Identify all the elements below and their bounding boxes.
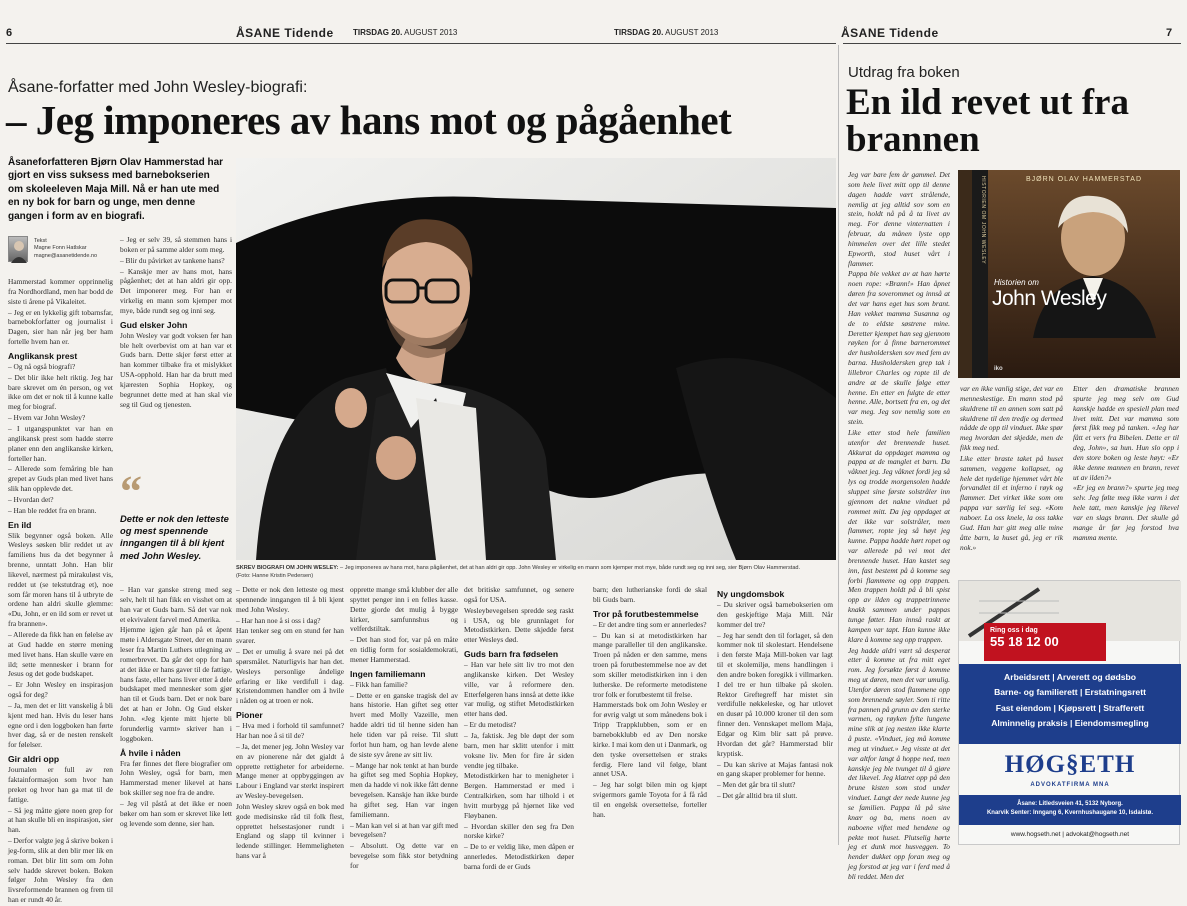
pull-quote: Dette er nok den letteste og mest spennende inngangen til å bli kjent med John Wesley. (120, 513, 229, 561)
wesley-portrait-icon (1018, 188, 1168, 338)
paragraph: – Blir du påvirket av tankene hans? (120, 255, 225, 265)
article-headline: – Jeg imponeres av hans mot og pågåenhet (6, 97, 732, 143)
book-title-small: Historien om (994, 278, 1039, 287)
paragraph: Pappa ble vekket av at han hørte noen rope: «Brann!» Han åpnet døren fra soverommet og innså at det var hans eget hus som brant. Han vekket mamma Susanna og de to eldste søstrene mine. Deretter kjempet han seg gjennom røyken for å finne barnerommet der husholdersken sov med fem av barna. Husholdersken grep tak i lillebror Charles og ropte til de andre at de skulle følge etter henne. En etter en fulgte de etter henne. Alle, bortsett fra en, og det var meg. Jeg sov nemlig som en stein. (848, 269, 950, 427)
paragraph: – Derfor valgte jeg å skrive boken i jeg-form, slik at den blir mer lik en roman. Det blir litt som om John selv hadde skrevet boken. Boken følger John Wesley fra den livsreformende brannen og frem til han er rundt 40 år. (8, 836, 113, 905)
article-column-7 (717, 585, 833, 802)
paragraph: – Du skriver også barnebokserien om den geskjeftige Maja Mill. Når kommer del tre? (717, 600, 833, 629)
left-date: TIRSDAG 20. AUGUST 2013 (353, 28, 458, 37)
article-column-5 (464, 585, 574, 873)
ad-firm-name: HØG§ETH (1004, 751, 1136, 778)
left-paper-name: ÅSANE Tidende (236, 26, 334, 40)
book-cover (958, 170, 1180, 378)
article-column-2-bottom (120, 585, 232, 829)
paragraph: – Hvordan skiller den seg fra Den norske kirke? (464, 821, 574, 841)
paragraph: – Ja, det mener jeg. John Wesley var en av pionerene når det gjaldt å opprette rettigheter for arbeiderne. Mange mener at oppbyggingen av Labour i England var sterkt inspirert av Wesley-bevegelsen. (236, 741, 344, 801)
paragraph: opprette mange små klubber der alle spyttet penger inn i en felles kasse. Dette gjorde det mulig å bygge kirker, samfunnshus og velferdstiltak. (350, 585, 458, 634)
paragraph: Hammerstads bok om John Wesley er for øvrig valgt ut som månedens bok i Tripp Trappklubben, som er en barnebokklubb ed av Den norske kirke. I mai kom den ut i Danmark, og den tyske oversettelsen er straks ferdig. Flere land vil følge, blant annet USA. (593, 700, 707, 779)
article-kicker: Åsane-forfatter med John Wesley-biografi: (8, 79, 308, 96)
subheading: Tror på forutbestemmelse (593, 608, 699, 619)
paragraph: Like etter stod hele familien utenfor det brennende huset. Akkurat da oppdaget mamma og pappa at de manglet et barn. Da våknet jeg. Jeg våknet fordi jeg så lys og trodde morgensolen hadde sluppet sine første solstråler inn gjennom det nakne vinduet på rommet mitt. Da jeg oppdaget at det ikke var solstråler, men flammer, ropte jeg så høyt jeg kunne. Pappa hadde hørt ropet og var allerede på vei mot det brennende huset. Han kastet seg inn, fast bestemt på å komme seg forbi flammene og opp trappen. Men trappen holdt på å bli spist opp av ilden og trappetrinnene knakk sammen under pappas tunge føtter. Han innså raskt at kampen var tapt. Han kunne ikke klare å komme seg opp trappen. (848, 427, 950, 644)
book-publisher: iko (994, 366, 1003, 372)
book-author: BJØRN OLAV HAMMERSTAD (1025, 176, 1143, 183)
paragraph: – Man kan vel si at han var gift med bevegelsen? (350, 820, 458, 840)
paragraph: det britiske samfunnet, og senere også for USA. (464, 585, 574, 604)
paragraph: Etter den dramatiske brannen spurte jeg meg selv om Gud kanskje hadde en spesiell plan med livet mitt. Det var mamma som først fikk meg på tanken. «Jeg har fått et vers fra Bibelen. Dette er til deg, John», sa hun. Hun slo opp i den store boken og leste høyt: «Er ikke denne mannen en brann, revet ut av ilden?» (1073, 384, 1179, 482)
paragraph: – Er John Wesley en inspirasjon også for deg? (8, 680, 113, 700)
paragraph: – Ja, men det er litt vanskelig å bli kjent med han. Hvis du leser hans egne ord i den loggboken han førte hver dag, så er de nesten renskelt for følelser. (8, 700, 113, 750)
right-page-number: 7 (1166, 27, 1173, 39)
paragraph: – Jeg vil påstå at det ikke er noen bøker om han som er skrevet like lett og levende som denne, sier han. (120, 798, 232, 828)
ad-phone-box: Ring oss i dag 55 18 12 00 (984, 623, 1106, 661)
excerpt-kicker: Utdrag fra boken (848, 64, 960, 81)
article-column-3 (236, 585, 344, 862)
subheading: Pioner (236, 710, 263, 721)
ad-firm-sub: ADVOKATFIRMA MNA (1030, 782, 1110, 788)
ad-services-panel (959, 664, 1181, 744)
byline-avatar (8, 236, 28, 262)
paragraph: – Du kan skrive at Majas fantasi nok en gang skaper problemer for henne. (717, 759, 833, 779)
paragraph: – Er det andre ting som er annerledes? (593, 619, 707, 629)
ad-services: Arbeidsrett | Arverett og dødsbo Barne- og familierett | Erstatningsrett Fast eiendom | Kjøpsrett | Strafferett Alminnelig praksis | Eiendomsmegling (991, 672, 1149, 728)
paragraph: – Dette er en ganske tragisk del av hans historie. Han giftet seg etter hvert med Molly Vazeille, men hadde aldri tid til henne siden han hele tiden var på reise. Til slutt forlot hun ham, og han levde alene de siste syv årene av sitt liv. (350, 690, 458, 759)
book-spine (958, 170, 972, 378)
paragraph: – Absolutt. Og dette var en bevegelse som fikk stor betydning for (350, 841, 458, 870)
byline: Tekst Magne Fonn Hatlskar magne@asanetidende.no (34, 238, 98, 259)
subheading: Å hvile i nåden (120, 747, 181, 758)
law-firm-ad (958, 580, 1180, 845)
photo-caption: SKREV BIOGRAFI OM JOHN WESLEY: – Jeg imponeres av hans mot, hans pågåenhet, det at han aldri gir opp. John Wesley er virkelig en mann som kjemper mot mye, både rundt seg og inni seg, sier Bjørn Olav Hammerstad. (Foto: Hanne Kristin Pedersen) (236, 565, 801, 580)
paragraph: – Allerede som femåring ble han grepet av Guds plan med livet hans slik han opplevde det. (8, 464, 113, 494)
paragraph: Fra før finnes det flere biografier om John Wesley, også for barn, men Hammerstad mener likevel at hans bok skiller seg noe fra de andre. (120, 758, 232, 798)
paragraph: – Det han stod for, var på en måte en tidlig form for sosialdemokrati, mener Hammerstad. (350, 635, 458, 664)
paragraph: barn; den lutherianske fordi de skal bli Guds barn. (593, 585, 707, 604)
paragraph: Han tenker seg om en stund før han svarer. (236, 626, 344, 646)
author-photo (236, 158, 836, 560)
paragraph: Hjemme igjen går han på et åpent møte i Aldersgate Street, der en mann leser fra Martin Luthers utlegning av romerbrevet. Da går det opp for han at det ikke er hans gaver til de fattige, hans faste, eller hans liver etter å dele budskapet med mennesker som gjør han til et Guds barn. Det er nok bare det at han er John. Og Gud elsker John. «Jeg kjente mitt hjerte bli forunderlig varmt» skriver han i loggboken. (120, 625, 232, 743)
paragraph: – Mange har nok tenkt at han burde ha giftet seg med Sophia Hopkey, men da hadde vi nok ikke fått denne bevegelsen. Kanskje han ikke burde ha giftet seg. Han var ingen familiemann. (350, 760, 458, 819)
paragraph: – Fikk han familie? (350, 679, 408, 689)
paragraph: – Men det går bra til slutt? (717, 780, 796, 790)
paragraph: – Jeg er en lykkelig gift tobarnsfar, barnebokforfatter og journalist i Dagen, sier han når jeg ber ham fortelle hvem han er. (8, 307, 113, 347)
paragraph: – Hva med i forhold til samfunnet? Har han noe å si til de? (236, 721, 344, 740)
paragraph: – Er du metodist? (464, 720, 517, 730)
article-column-6 (593, 585, 707, 821)
paragraph: Hammerstad kommer opprinnelig fra Nordhordland, men har bodd de siste ti årene på Vikaleitet. (8, 277, 113, 306)
paragraph: – Kanskje mer av hans mot, hans pågåenhet; det at han aldri gir opp. Det imponerer meg. For han er virkelig en mann som kjemper mot mye, både rundt seg og inni seg. (120, 266, 232, 315)
paragraph: – I utgangspunktet var han en anglikansk prest som hadde større planer enn den anglikanske kirken, forteller han. (8, 423, 113, 463)
article-lead: Åsaneforfatteren Bjørn Olav Hammerstad har gjort en viss suksess med barnebokserien om skoleeleven Maja Mill. Nå er han ute med en ny bok for barn og unge, men denne gangen i form av en biografi. (8, 157, 224, 222)
subheading: Gud elsker John (120, 319, 188, 330)
left-page-number: 6 (6, 27, 13, 39)
excerpt-column-2 (960, 384, 1063, 553)
page-gutter (838, 45, 839, 845)
paragraph: – Du kan si at metodistkirken har mange paralleller til den anglikanske. Troen på nåden er den samme, mens troen på forutbestemmelse noe av det som skiller metodistkirken inn i den lutherske. De reformerte metodistene tror folk er forutbestemt til frelse. (593, 630, 707, 699)
paragraph: – Hvem var John Wesley? (8, 413, 86, 423)
paragraph: John Wesley var godt voksen før han ble helt overbevist om at han var et Guds barn. Dette skjer først etter at han kommer tilbake fra et mislykket USA-opphold. Han har da brutt med kjæresten Sophia Hopkey, og begrunnet dette med at han skal vie seg til Gud og tjenesten. (120, 330, 232, 409)
paragraph: Jeg var bare fem år gammel. Det som hele livet mitt opp til denne dagen hadde vært strålende, nemlig at jeg alltid sov som en stein, holdt nå på å ta livet av meg. For denne vinternatten i februar, da månen lyste opp himmelen over det lille stedet Epworth, stod huset vårt i flammer. (848, 170, 950, 268)
article-column-2-top (120, 235, 232, 411)
paragraph: – Han var hele sitt liv tro mot den anglikanske kirken. Det Wesley ville, var å reformere den. Etterfølgeren hans innså at dette ikke var mulig, og stiftet Metodistkirken etter hans død. (464, 660, 574, 719)
paragraph: – Han ble reddet fra en brann. (8, 505, 97, 515)
paragraph: Like etter braste taket på huset sammen, veggene kollapset, og hele det nydelige hjemmet vårt ble forvandlet til et inferno i røyk og flammer. Det virket ikke som om pappa var særlig lei seg. «Kom naboer. La oss knele, la oss takke Gud. Han har gitt meg alle mine åtte barn, la huset gå, jeg er rik nok.» (960, 453, 1063, 552)
paragraph: John Wesley skrev også en bok med gode medisinske råd til folk flest, opprettet helsestasjoner rundt i England og slapp til kvinner i ledende stillinger. Hemmeligheten hans var å (236, 801, 344, 861)
excerpt-column-1 (848, 170, 950, 883)
paragraph: – Jeg har sendt den til forlaget, så den kommer nok til skolestart. Hendelsene i den første Maja Mill-boken var lagt til et skolemiljø, mens handlingen i den andre boken foregikk i villmarken. I del tre er hun tilbake på skolen. Rektor Greftegreff har mistet sin verdifulle nøkkeleske, og har utlovet en dusør på 10.000 kroner til den som finner den. Vennskapet mellom Maja, Edgar og Kim blir satt på prøve. Hvordan det går? Hammerstad blir kryptisk. (717, 630, 833, 758)
excerpt-column-3 (1073, 384, 1179, 544)
paragraph: Jeg hadde aldri vært så desperat etter å komme ut fra mitt eget rom. Jeg forsøkte først å komme meg ut døren, men det var umulig. Utenfor døren stod flammene opp som brennende søyler. Som ti ritte fra pannen på grunn av den sterke varmen, og røyken fylte lungene mine slik at jeg nesten ikke klarte å puste. «Vinduet, jeg må komme meg ut vinduet.» Jeg visste at det var altfor langt å hoppe ned, men kanskje jeg ble tvunget til å gjøre det likevel. Jeg klatret opp på den brune kisten som stod under vinduet. Langt der nede kunne jeg se familien. Pappa lå på sine knær og ba, mens noen av naboene viftet med hendene og pekte mot huset. Plutselig hørte jeg et dunk mot husveggen. To hender dukket opp foran meg og jeg forstod at jeg var i ferd med å bli reddet. Men det (848, 645, 950, 881)
right-paper-name: ÅSANE Tidende (841, 26, 939, 40)
excerpt-headline: En ild revet ut fra brannen (846, 82, 1129, 160)
subheading: En ild (8, 519, 32, 530)
paragraph: – Ja, faktisk. Jeg ble døpt der som barn, men har sklitt utenfor i mitt voksne liv. Men for fire år siden vendte jeg tilbake. (464, 730, 574, 770)
paragraph: – Så jeg måtte gjøre noen grep for at han skulle bli en inspirasjon, sier han. (8, 805, 113, 835)
paragraph: – Jeg er selv 39, så stemmen hans i boken er på samme alder som meg. (120, 235, 232, 254)
subheading: Anglikansk prest (8, 350, 78, 361)
subheading: Ny ungdomsbok (717, 589, 785, 599)
subheading: Guds barn fra fødselen (464, 649, 559, 660)
paragraph: – Har han noe å si oss i dag? (236, 615, 321, 625)
subheading: Gir aldri opp (8, 754, 60, 765)
paragraph: – Det går alltid bra til slutt. (717, 791, 798, 801)
paragraph: – Jeg har solgt bilen min og kjøpt svigermors gamle Toyota for å få råd til en engelsk oversettelse, forteller han. (593, 780, 707, 819)
ad-addresses: Åsane: Litledsveien 41, 5132 Nyborg. Knarvik Senter: Inngang 6, Kvernhushaugane 10, Isdalstø. (959, 795, 1181, 825)
paragraph: – Det er umulig å svare nei på det spørsmålet. Naturligvis har han det. Wesleys personlige åndelige erfaring er like verdifull i dag. Kristendommen handler om å hvile i nåden og at troen er nok. (236, 647, 344, 706)
paragraph: «Er jeg en brann?» spurte jeg meg selv. Jeg følte meg ikke varm i det hele tatt, men kanskje jeg likevel var en slags brann. Det skulle gå mange år før jeg forstod hva mamma mente. (1073, 483, 1179, 542)
paragraph: Metodistkirken har to menigheter i Bergen. Hammerstad er med i Centralkirken, som har tilhold i et hvitt murbygg på hjørnet like ved Fløybanen. (464, 771, 574, 820)
paragraph: Slik begynner også boken. Alle Wesleys søsken blir reddet ut av familiens hus da det begynner å brenne, unntatt John. Han blir likevel, nærmest på mirakuløst vis, reddet ut (se tekstutdrag et), noe som får moren hans til å utbryte de ordene han aldri skulle glemme: «Du, John, er en ild som er revet ut fra brannen». (8, 530, 113, 629)
paragraph: – Og nå også biografi? (8, 361, 76, 371)
quote-mark-icon: “ (120, 467, 142, 516)
paragraph: – Hvordan det? (8, 494, 54, 504)
article-column-4 (350, 585, 458, 872)
paragraph: – Dette er nok den letteste og mest spennende inngangen til å bli kjent med John Wesley. (236, 585, 344, 614)
paragraph: – De to er veldig like, men dåpen er annerledes. Metodistkirken døper barna fordi de er Guds (464, 842, 574, 871)
paragraph: – Allerede da fikk han en følelse av at Gud hadde en større mening med livet hans. Han skulle være en ild; sette mennesker i brann for Jesus og det gode budskapet. (8, 630, 113, 679)
book-spine-text: HISTORIEN OM JOHN WESLEY (980, 176, 986, 265)
book-title: John Wesley (992, 287, 1107, 310)
paragraph: – Det blir ikke helt riktig. Jeg har bare skrevet om én person, og vet ikke om det er nok til å kunne kalle meg for biograf. (8, 372, 113, 412)
ad-web[interactable]: www.hogseth.net | advokat@hogseth.net (1010, 831, 1130, 838)
article-column-1 (8, 277, 113, 906)
paragraph: Wesleybevegelsen spredde seg raskt i USA, og ble grunnlaget for Metodistkirken. Dette skjedde først etter Wesleys død. (464, 605, 574, 645)
subheading: Ingen familiemann (350, 668, 426, 679)
paragraph: Journalen er full av ren faktainformasjon som hvor han preket og hvor han ga mat til de fattige. (8, 765, 113, 804)
paragraph: – Han var ganske streng med seg selv, helt til han fikk en visshet om at han var et Guds barn. Så det var nok et ekvivalent farvel med Amerika. (120, 585, 232, 624)
right-date: TIRSDAG 20. AUGUST 2013 (614, 28, 719, 37)
paragraph: var en ikke vanlig stige, det var en menneskestige. En mann stod på skuldrene til en annen som satt på skuldrene til den tredje og dermed nådde de opp til vinduet. Ikke spør meg hvordan det skjedde, men de fikk meg ned. (960, 384, 1063, 453)
